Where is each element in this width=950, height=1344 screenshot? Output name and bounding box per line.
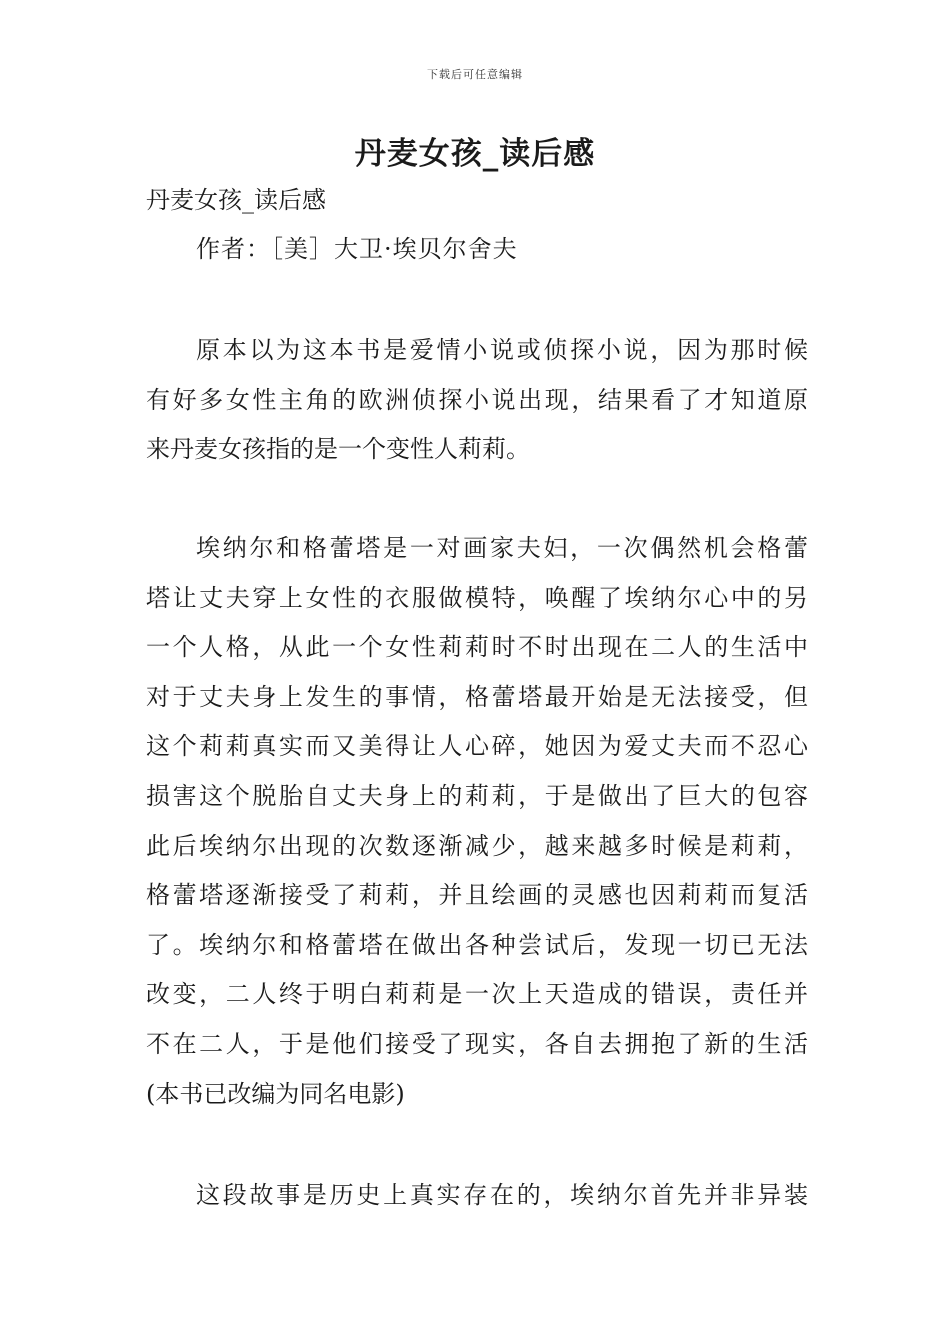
paragraph-2 xyxy=(146,524,808,1119)
paragraph-line: 对于丈夫身上发生的事情，格蕾塔最开始是无法接受，但 xyxy=(146,682,808,711)
paragraph-line: 塔让丈夫穿上女性的衣服做模特，唤醒了埃纳尔心中的另 xyxy=(146,583,808,612)
paragraph-line: 改变，二人终于明白莉莉是一次上天造成的错误，责任并 xyxy=(146,980,808,1009)
paragraph-line: 来丹麦女孩指的是一个变性人莉莉。 xyxy=(146,435,530,464)
paragraph-line: 原本以为这本书是爱情小说或侦探小说，因为那时候 xyxy=(196,336,808,364)
paragraph-line: 这段故事是历史上真实存在的，埃纳尔首先并非异装 xyxy=(196,1181,808,1209)
paragraph-line: 这个莉莉真实而又美得让人心碎，她因为爱丈夫而不忍心 xyxy=(146,732,808,761)
document-subtitle: 丹麦女孩_读后感 xyxy=(146,186,326,214)
paragraph-line: 损害这个脱胎自丈夫身上的莉莉，于是做出了巨大的包容 xyxy=(146,781,808,810)
document-title: 丹麦女孩_读后感 xyxy=(354,136,596,172)
paragraph-3 xyxy=(146,1171,808,1221)
author-line: 作者：［美］大卫·埃贝尔舍夫 xyxy=(196,235,518,263)
paragraph-line: 有好多女性主角的欧洲侦探小说出现，结果看了才知道原 xyxy=(146,385,808,414)
paragraph-line: 格蕾塔逐渐接受了莉莉，并且绘画的灵感也因莉莉而复活 xyxy=(146,881,808,910)
paragraph-1 xyxy=(146,326,808,475)
paragraph-line: (本书已改编为同名电影) xyxy=(146,1079,405,1108)
paragraph-line: 一个人格，从此一个女性莉莉时不时出现在二人的生活中 xyxy=(146,633,808,662)
paragraph-line: 不在二人，于是他们接受了现实，各自去拥抱了新的生活 xyxy=(146,1029,808,1058)
paragraph-line: 埃纳尔和格蕾塔是一对画家夫妇，一次偶然机会格蕾 xyxy=(196,534,808,562)
header-note: 下载后可任意编辑 xyxy=(427,68,523,81)
paragraph-line: 此后埃纳尔出现的次数逐渐减少，越来越多时候是莉莉， xyxy=(146,831,808,860)
paragraph-line: 了。埃纳尔和格蕾塔在做出各种尝试后，发现一切已无法 xyxy=(146,930,808,959)
